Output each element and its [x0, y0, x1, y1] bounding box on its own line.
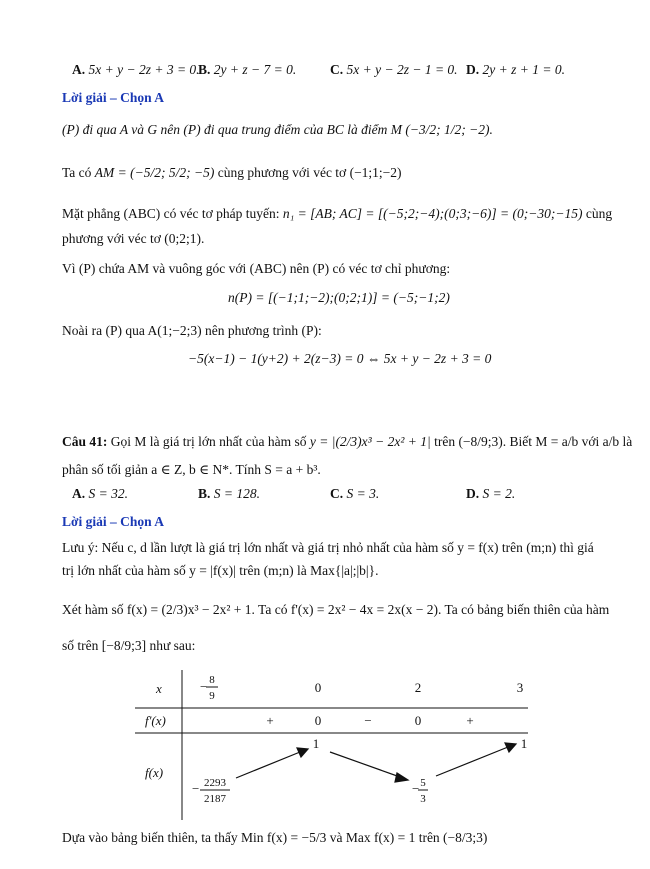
x-value: 3	[516, 680, 524, 695]
decreasing-arrow	[330, 752, 400, 777]
option-label: A.	[72, 486, 86, 501]
f-start-denominator: 2187	[204, 793, 226, 805]
option-label: D.	[466, 486, 480, 501]
option-label: D.	[466, 62, 480, 77]
f-min-numerator: 5	[420, 777, 426, 789]
solution-line: Ta có AM = (−5/2; 5/2; −5) cùng phương với véc tơ (−1;1;−2)	[62, 165, 402, 180]
solution-line: Noài ra (P) qua A(1;−2;3) nên phương trình (P):	[62, 323, 322, 338]
sign-cell: 0	[314, 713, 322, 728]
conclusion-line: Dựa vào bảng biến thiên, ta thấy Min f(x) = −5/3 và Max f(x) = 1 trên (−8/3;3)	[62, 830, 488, 845]
solution-line: (P) đi qua A và G nên (P) đi qua trung điểm của BC là điểm M (−3/2; 1/2; −2).	[62, 122, 493, 137]
option-label: C.	[330, 62, 344, 77]
x-start-sign: −	[200, 679, 208, 694]
solution-line: Mặt phẳng (ABC) có véc tơ pháp tuyến: n₁ = [AB; AC] = [(−5;2;−4);(0;3;−6)] = (0;−30;−15) cùng	[62, 206, 613, 221]
solution-line: Vì (P) chứa AM và vuông góc với (ABC) nên (P) có véc tơ chỉ phương:	[62, 261, 451, 276]
solution-line: Lưu ý: Nếu c, d lần lượt là giá trị lớn nhất và giá trị nhỏ nhất của hàm số y = f(x) trên (m;n) thì giá	[62, 540, 594, 555]
row-x-label: x	[156, 681, 162, 696]
x-value: 2	[414, 680, 422, 695]
option-text: S = 2.	[482, 486, 516, 501]
sign-cell: −	[364, 713, 372, 728]
option-label: B.	[198, 62, 211, 77]
function-expression: y = |(2/3)x³ − 2x² + 1|	[309, 434, 431, 449]
normal-vector: n₁ = [AB; AC] = [(−5;2;−4);(0;3;−6)] = (0;−30;−15)	[282, 206, 583, 221]
question-label: Câu 41:	[62, 434, 108, 449]
row-f-label: f(x)	[145, 765, 164, 780]
option-text: S = 3.	[346, 486, 380, 501]
option-text: S = 32.	[88, 486, 128, 501]
solution-line: số trên [−8/9;3] như sau:	[62, 638, 196, 653]
vector-am: AM = (−5/2; 5/2; −5)	[94, 165, 215, 180]
option-label: A.	[72, 62, 86, 77]
x-start-denominator: 9	[209, 690, 215, 702]
option-label: B.	[198, 486, 211, 501]
solution-heading: Lời giải – Chọn A	[62, 90, 165, 105]
sign-cell: +	[266, 713, 274, 728]
option-label: C.	[330, 486, 344, 501]
table-borders	[135, 670, 528, 820]
x-start-numerator: 8	[209, 674, 215, 686]
f-min-denominator: 3	[420, 793, 426, 805]
solution-line: Xét hàm số f(x) = (2/3)x³ − 2x² + 1. Ta có f'(x) = 2x² − 4x = 2x(x − 2). Ta có bảng biến thiên của hàm	[62, 602, 610, 617]
x-value: 0	[314, 680, 322, 695]
option-text: S = 128.	[213, 486, 261, 501]
solution-heading: Lời giải – Chọn A	[62, 514, 165, 529]
f-max-value: 1	[312, 736, 320, 751]
option-text: 5x + y − 2z + 3 = 0.	[88, 62, 200, 77]
sign-cell: 0	[414, 713, 422, 728]
arrow-head	[395, 773, 408, 782]
solution-line: phương với véc tơ (0;2;1).	[62, 231, 205, 246]
increasing-arrow	[436, 747, 508, 776]
sign-cell: +	[466, 713, 474, 728]
f-end-value: 1	[520, 736, 528, 751]
f-start-sign: −	[192, 781, 200, 796]
question-41: Câu 41: Gọi M là giá trị lớn nhất của hàm số y = |(2/3)x³ − 2x² + 1| trên (−8/9;3). Biết M = a/b với a/b là	[62, 434, 633, 449]
solution-line: trị lớn nhất của hàm số y = |f(x)| trên (m;n) là Max{|a|;|b|}.	[62, 563, 379, 578]
increasing-arrow	[236, 752, 300, 778]
equation-line: n(P) = [(−1;1;−2);(0;2;1)] = (−5;−1;2)	[228, 290, 450, 305]
arrow-head	[297, 748, 308, 757]
option-text: 2y + z + 1 = 0.	[482, 62, 565, 77]
point-m: (−3/2; 1/2; −2).	[405, 122, 493, 137]
f-min-sign: −	[412, 781, 420, 796]
equation-line: −5(x−1) − 1(y+2) + 2(z−3) = 0 ⇔ 5x + y − 2z + 3 = 0	[188, 351, 492, 366]
question-line: phân số tối giản a ∈ Z, b ∈ N*. Tính S = a + b³.	[62, 462, 321, 477]
row-fprime-label: f'(x)	[145, 713, 166, 728]
option-text: 2y + z − 7 = 0.	[213, 62, 297, 77]
f-start-numerator: 2293	[204, 777, 226, 789]
arrow-head	[505, 743, 516, 752]
option-text: 5x + y − 2z − 1 = 0.	[346, 62, 458, 77]
